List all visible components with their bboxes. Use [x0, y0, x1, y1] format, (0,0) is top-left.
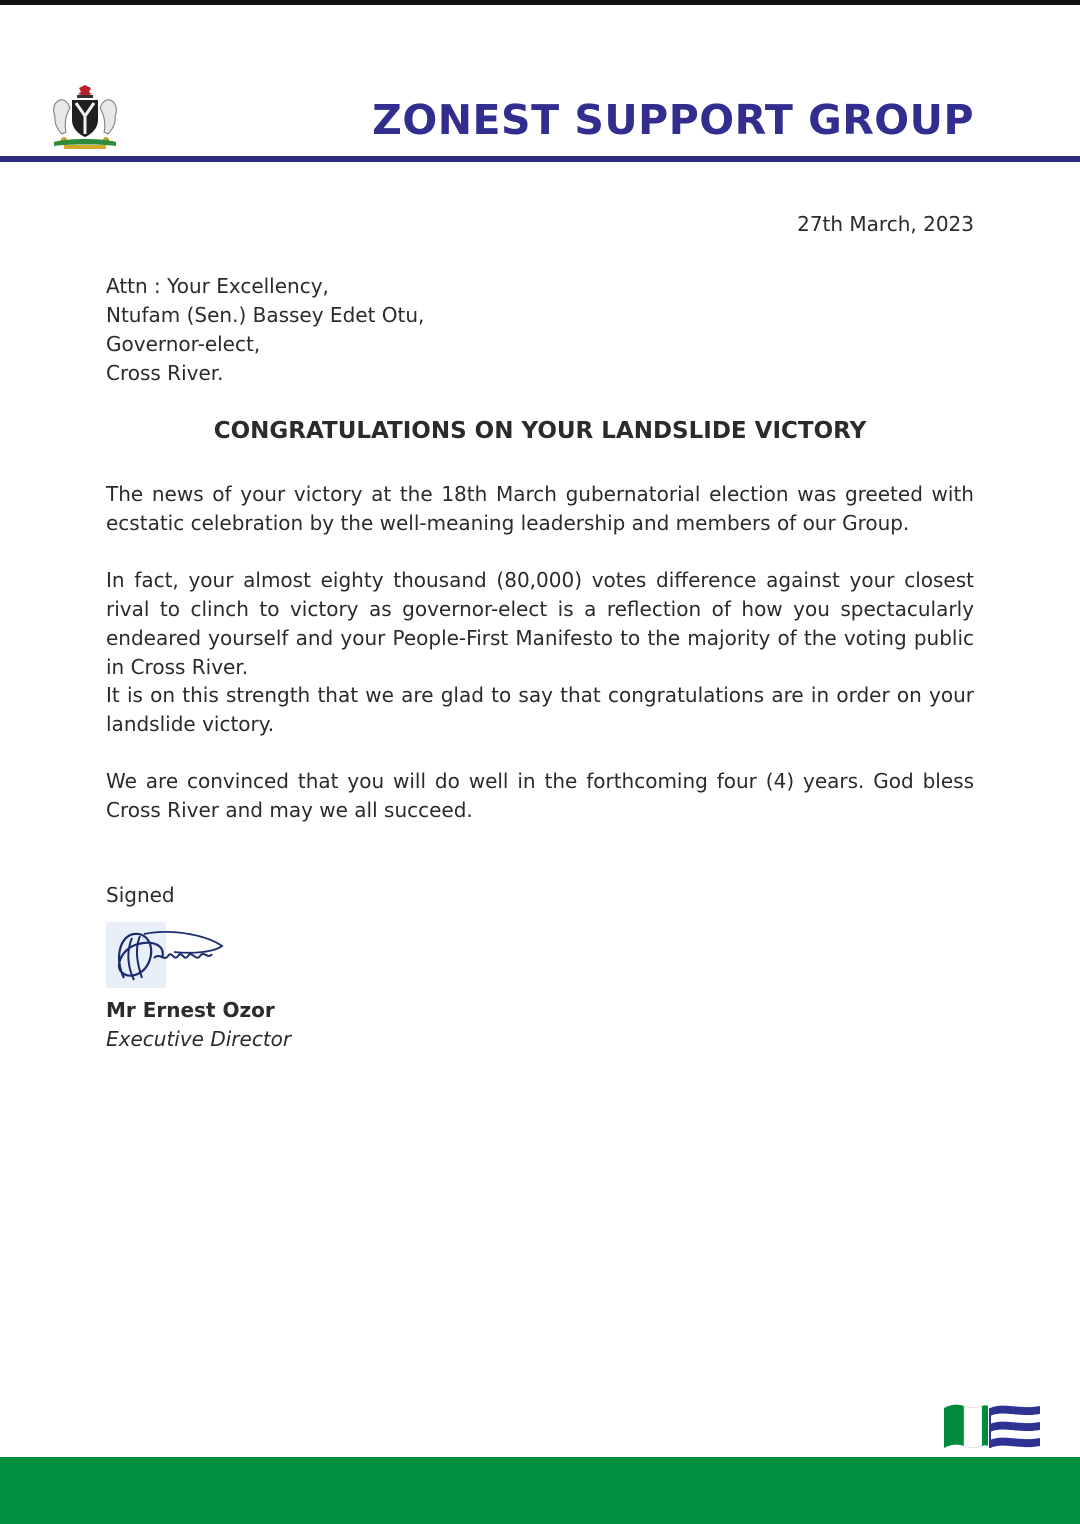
body-paragraph [106, 480, 974, 538]
body-paragraph [106, 566, 974, 682]
paragraph-text: We are convinced that you will do well in the forthcoming four (4) years. God bless Cross River and may we all succeed. [106, 769, 974, 822]
body-paragraph [106, 681, 974, 739]
letter-subject: CONGRATULATIONS ON YOUR LANDSLIDE VICTORY [213, 418, 867, 444]
letter-date: 27th March, 2023 [797, 212, 974, 236]
top-rule [0, 0, 1080, 5]
nigeria-and-cross-river-flags-icon [940, 1400, 1044, 1452]
header-rule [0, 156, 1080, 162]
paragraph-text: In fact, your almost eighty thousand (80,000) votes difference against your closest rival to clinch to victory as governor-elect is a reflection of how you spectacularly endeared yourself and your People-First Manifesto to the majority of the voting public in Cross River. [106, 568, 974, 679]
handwritten-signature-icon [104, 918, 228, 994]
address-line: Ntufam (Sen.) Bassey Edet Otu, [106, 303, 425, 327]
nigeria-coat-of-arms-icon [46, 84, 124, 150]
organization-name: ZONEST SUPPORT GROUP [372, 96, 974, 144]
paragraph-text: The news of your victory at the 18th March gubernatorial election was greeted with ecstatic celebration by the well-meaning leadership and members of our Group. [106, 482, 974, 535]
recipient-address [106, 272, 424, 388]
signed-label: Signed [106, 883, 175, 907]
body-paragraph [106, 767, 974, 825]
signer-title: Executive Director [106, 1027, 292, 1051]
paragraph-text: It is on this strength that we are glad to say that congratulations are in order on your landslide victory. [106, 683, 974, 736]
address-line: Cross River. [106, 361, 224, 385]
address-line: Attn : Your Excellency, [106, 274, 329, 298]
footer-band [0, 1457, 1080, 1524]
address-line: Governor-elect, [106, 332, 261, 356]
signer-name: Mr Ernest Ozor [106, 998, 275, 1022]
